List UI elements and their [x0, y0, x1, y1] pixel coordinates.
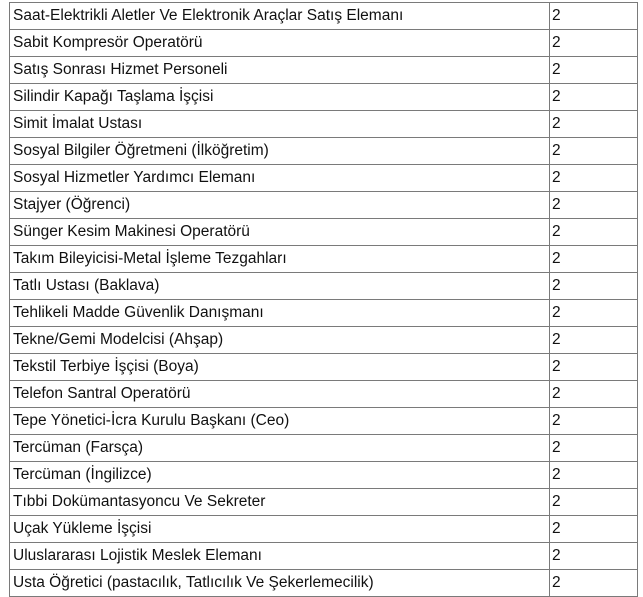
table-row — [10, 138, 638, 165]
table-row — [10, 30, 638, 57]
count-cell: 2 — [550, 327, 638, 354]
table-row — [10, 165, 638, 192]
occupation-name-cell: Sosyal Bilgiler Öğretmeni (İlköğretim) — [10, 138, 550, 165]
table-row — [10, 300, 638, 327]
count-cell: 2 — [550, 570, 638, 597]
count-cell: 2 — [550, 219, 638, 246]
count-cell: 2 — [550, 489, 638, 516]
table-row — [10, 570, 638, 597]
table-row — [10, 516, 638, 543]
occupation-name-cell: Tıbbi Dokümantasyoncu Ve Sekreter — [10, 489, 550, 516]
count-cell: 2 — [550, 273, 638, 300]
table-row — [10, 273, 638, 300]
occupation-name-cell: Tatlı Ustası (Baklava) — [10, 273, 550, 300]
count-cell: 2 — [550, 84, 638, 111]
occupation-name-cell: Stajyer (Öğrenci) — [10, 192, 550, 219]
table-row — [10, 435, 638, 462]
table-row — [10, 489, 638, 516]
occupation-name-cell: Usta Öğretici (pastacılık, Tatlıcılık Ve Şekerlemecilik) — [10, 570, 550, 597]
occupation-name-cell: Tercüman (Farsça) — [10, 435, 550, 462]
count-cell: 2 — [550, 192, 638, 219]
count-cell: 2 — [550, 138, 638, 165]
occupation-name-cell: Tekstil Terbiye İşçisi (Boya) — [10, 354, 550, 381]
table-row — [10, 543, 638, 570]
occupation-name-cell: Tepe Yönetici-İcra Kurulu Başkanı (Ceo) — [10, 408, 550, 435]
table-row — [10, 3, 638, 30]
count-cell: 2 — [550, 543, 638, 570]
table-row — [10, 219, 638, 246]
table-row — [10, 84, 638, 111]
table-row — [10, 57, 638, 84]
occupation-name-cell: Silindir Kapağı Taşlama İşçisi — [10, 84, 550, 111]
count-cell: 2 — [550, 246, 638, 273]
count-cell: 2 — [550, 408, 638, 435]
count-cell: 2 — [550, 30, 638, 57]
count-cell: 2 — [550, 165, 638, 192]
count-cell: 2 — [550, 111, 638, 138]
occupation-name-cell: Saat-Elektrikli Aletler Ve Elektronik Araçlar Satış Elemanı — [10, 3, 550, 30]
table-row — [10, 111, 638, 138]
count-cell: 2 — [550, 516, 638, 543]
occupation-name-cell: Tercüman (İngilizce) — [10, 462, 550, 489]
occupation-name-cell: Uçak Yükleme İşçisi — [10, 516, 550, 543]
occupation-name-cell: Sabit Kompresör Operatörü — [10, 30, 550, 57]
occupation-name-cell: Tekne/Gemi Modelcisi (Ahşap) — [10, 327, 550, 354]
table-row — [10, 354, 638, 381]
count-cell: 2 — [550, 462, 638, 489]
table-row — [10, 246, 638, 273]
occupation-name-cell: Simit İmalat Ustası — [10, 111, 550, 138]
occupation-name-cell: Sünger Kesim Makinesi Operatörü — [10, 219, 550, 246]
table-row — [10, 462, 638, 489]
table-row — [10, 327, 638, 354]
count-cell: 2 — [550, 57, 638, 84]
count-cell: 2 — [550, 354, 638, 381]
occupation-name-cell: Uluslararası Lojistik Meslek Elemanı — [10, 543, 550, 570]
count-cell: 2 — [550, 381, 638, 408]
count-cell: 2 — [550, 300, 638, 327]
count-cell: 2 — [550, 3, 638, 30]
occupation-name-cell: Takım Bileyicisi-Metal İşleme Tezgahları — [10, 246, 550, 273]
count-cell: 2 — [550, 435, 638, 462]
occupation-name-cell: Sosyal Hizmetler Yardımcı Elemanı — [10, 165, 550, 192]
occupation-table-body — [10, 3, 638, 597]
occupation-name-cell: Telefon Santral Operatörü — [10, 381, 550, 408]
table-row — [10, 408, 638, 435]
occupation-name-cell: Tehlikeli Madde Güvenlik Danışmanı — [10, 300, 550, 327]
occupation-table — [9, 2, 638, 597]
occupation-name-cell: Satış Sonrası Hizmet Personeli — [10, 57, 550, 84]
table-row — [10, 192, 638, 219]
table-row — [10, 381, 638, 408]
